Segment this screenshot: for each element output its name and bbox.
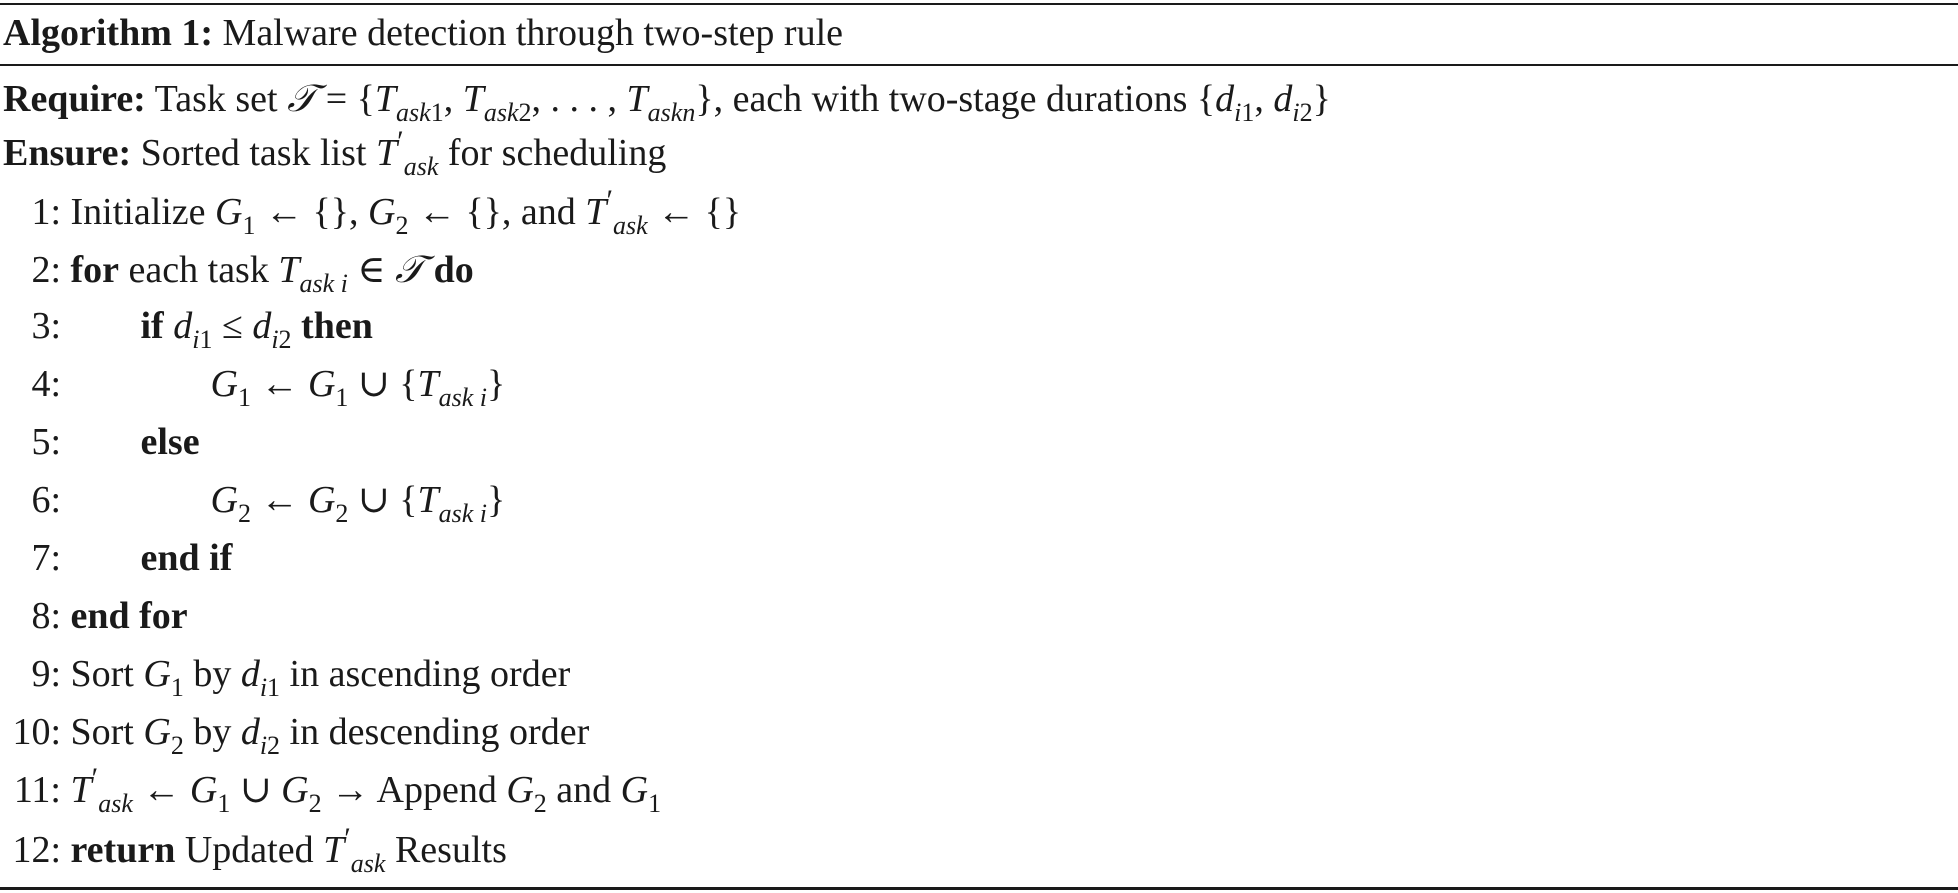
task-set-symbol: 𝒯 <box>287 76 317 120</box>
step-line-2: 2: for each task $T_{ask i}$ ∈ 𝒯 do <box>3 241 474 297</box>
end-for-keyword: end for <box>70 595 188 637</box>
step-line-6: 6: $G_2$ ← $G_2$ ∪ $\{T_{ask i}\}$ <box>3 472 505 528</box>
else-keyword: else <box>140 421 200 463</box>
step-text: Sort <box>70 711 134 753</box>
if-keyword: if <box>140 305 164 347</box>
top-rule <box>0 3 1958 5</box>
algorithm-title: Malware detection through two-step rule <box>222 12 843 54</box>
line-number: 3: <box>31 305 61 347</box>
algorithm-label: Algorithm 1: <box>3 12 214 54</box>
step-line-9: 9: Sort $G_1$ by $d_{i1}$ in ascending order <box>3 646 570 702</box>
line-number: 4: <box>31 363 61 405</box>
ensure-tail: for scheduling <box>447 132 667 174</box>
line-number: 12: <box>12 829 61 871</box>
step-mid: by <box>193 653 232 695</box>
step-tail: Results <box>394 829 507 871</box>
require-keyword: Require: <box>3 78 146 120</box>
require-line: Require: Task set 𝒯 = {$T_{ask1}$, $T_{ask2}$, . . . , $T_{askn}$}, each with two-stage durations {$d_{i1}$, $d_{i2}$} <box>3 76 1331 127</box>
end-if-keyword: end if <box>140 537 233 579</box>
step-tail: in descending order <box>289 711 590 753</box>
algorithm-caption <box>3 8 843 58</box>
step-line-10: 10: Sort $G_2$ by $d_{i2}$ in descending order <box>3 704 589 760</box>
do-keyword: do <box>433 249 474 291</box>
step-text: Sort <box>70 653 134 695</box>
step-line-12: 12: return Updated $T'_{ask}$ Results <box>3 822 507 878</box>
line-number: 1: <box>31 191 61 233</box>
line-number: 2: <box>31 249 61 291</box>
step-text: Updated <box>184 829 314 871</box>
ensure-text: Sorted task list <box>140 132 367 174</box>
step-line-11: 11: $T'_{ask}$ ← $G_1$ ∪ $G_2$ → Append $G_2$ and $G_1$ <box>3 762 661 818</box>
line-number: 10: <box>12 711 61 753</box>
require-text: Task set <box>154 78 278 120</box>
line-number: 8: <box>31 595 61 637</box>
step-line-1: 1: Initialize $G_1$ ← {}, $G_2$ ← {}, and $T'_{ask}$ ← {} <box>3 184 741 240</box>
step-line-7 <box>3 530 232 586</box>
line-number: 9: <box>31 653 61 695</box>
step-line-4: 4: $G_1$ ← $G_1$ ∪ $\{T_{ask i}\}$ <box>3 356 505 412</box>
ensure-keyword: Ensure: <box>3 132 132 174</box>
step-line-5 <box>3 414 200 470</box>
caption-rule <box>0 64 1958 66</box>
step-line-3: 3: if $d_{i1} \le d_{i2}$ then <box>3 298 373 354</box>
step-text: Initialize <box>70 191 206 233</box>
require-tail: , each with two-stage durations <box>713 78 1188 120</box>
return-keyword: return <box>70 829 176 871</box>
step-mid: and <box>556 769 612 811</box>
ensure-line: Ensure: Sorted task list $T'_{ask}$ for scheduling <box>3 125 667 181</box>
line-number: 6: <box>31 479 61 521</box>
step-tail: Append <box>376 769 497 811</box>
for-keyword: for <box>70 249 120 291</box>
step-line-8 <box>3 588 188 644</box>
then-keyword: then <box>301 305 373 347</box>
line-number: 5: <box>31 421 61 463</box>
step-mid: by <box>193 711 232 753</box>
line-number: 11: <box>13 769 61 811</box>
step-text: each task <box>128 249 269 291</box>
line-number: 7: <box>31 537 61 579</box>
bottom-rule <box>0 887 1958 890</box>
step-tail: in ascending order <box>289 653 571 695</box>
